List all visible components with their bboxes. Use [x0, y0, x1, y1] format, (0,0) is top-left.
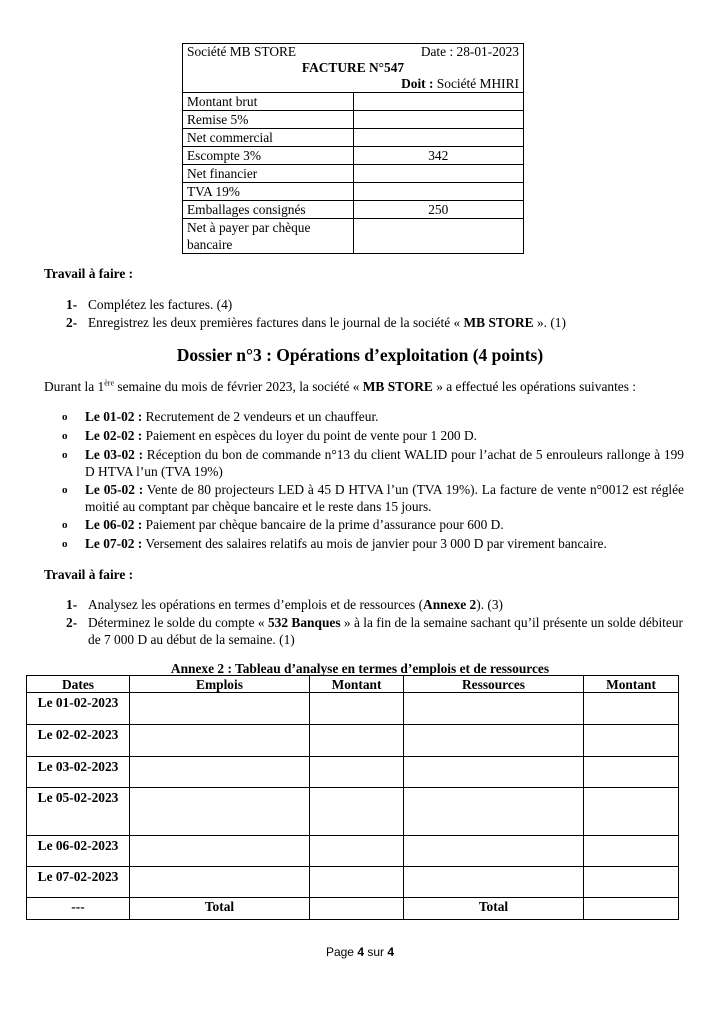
- item-number: 1-: [66, 597, 78, 612]
- row-date: Le 07-02-2023: [27, 867, 130, 898]
- montant-cell[interactable]: [584, 693, 679, 725]
- page-number: Page 4 sur 4: [325, 945, 395, 959]
- montant-cell[interactable]: [310, 725, 404, 757]
- total-ressources-label: Total: [404, 898, 584, 920]
- invoice-row-label: Montant brut: [183, 93, 354, 111]
- operation-text: Réception du bon de commande n°13 du client WALID pour l’achat de 5 enrouleurs rallonge à 199 D HTVA l’un (TVA 19%): [85, 447, 684, 479]
- invoice-row: [183, 111, 524, 129]
- operation-date: Le 02-02 :: [85, 428, 143, 443]
- ressources-cell[interactable]: [404, 725, 584, 757]
- travail-label-2: Travail à faire :: [44, 567, 134, 582]
- travail-list-2: [66, 596, 686, 649]
- travail-label-1: Travail à faire :: [44, 266, 134, 281]
- dossier-intro: Durant la 1ère semaine du mois de février 2023, la société « MB STORE » a effectué les opérations suivantes :: [44, 378, 637, 394]
- annexe-row: [27, 725, 679, 757]
- operation-text: Recrutement de 2 vendeurs et un chauffeur.: [142, 409, 379, 424]
- circle-bullet-icon: o: [62, 411, 68, 423]
- operation-text: Paiement par chèque bancaire de la prime d’assurance pour 600 D.: [142, 517, 504, 532]
- row-date: Le 02-02-2023: [27, 725, 130, 757]
- invoice-row-value: [353, 219, 524, 254]
- operation-text: Versement des salaires relatifs au mois de janvier pour 3 000 D par virement bancaire.: [142, 536, 607, 551]
- invoice-row-label: TVA 19%: [183, 183, 354, 201]
- invoice-row: [183, 165, 524, 183]
- emplois-cell[interactable]: [130, 867, 310, 898]
- invoice-row: [183, 219, 524, 254]
- header-emplois: Emplois: [130, 676, 310, 693]
- header-dates: Dates: [27, 676, 130, 693]
- travail-item: [66, 596, 686, 613]
- invoice-row-value: [353, 129, 524, 147]
- invoice-table: [182, 43, 524, 254]
- operation-date: Le 05-02 :: [85, 482, 144, 497]
- invoice-company: Société MB STORE: [187, 44, 297, 59]
- operation-text: Vente de 80 projecteurs LED à 45 D HTVA l’un (TVA 19%). La facture de vente n°0012 est réglée moitié au comptant par chèque bancaire et le reste dans 15 jours.: [85, 482, 684, 514]
- montant-cell[interactable]: [584, 725, 679, 757]
- travail-list-1: [66, 296, 686, 332]
- annexe-title: Annexe 2 : Tableau d’analyse en termes d’emplois et de ressources: [170, 661, 550, 676]
- annexe-header-row: [27, 676, 679, 693]
- invoice-header-row: [183, 44, 524, 93]
- item-text: Enregistrez les deux premières factures dans le journal de la société « MB STORE ». (1): [88, 315, 566, 330]
- annexe-row: [27, 757, 679, 788]
- operation-item: [62, 408, 684, 426]
- operation-item: [62, 427, 684, 445]
- invoice-row-value: 342: [353, 147, 524, 165]
- invoice-title: FACTURE N°547: [301, 60, 405, 75]
- invoice-row-value: [353, 165, 524, 183]
- ressources-cell[interactable]: [404, 788, 584, 836]
- montant-cell[interactable]: [310, 836, 404, 867]
- montant-cell[interactable]: [584, 867, 679, 898]
- emplois-cell[interactable]: [130, 693, 310, 725]
- header-ressources: Ressources: [404, 676, 584, 693]
- travail-item: [66, 614, 686, 648]
- circle-bullet-icon: o: [62, 430, 68, 442]
- row-date: Le 05-02-2023: [27, 788, 130, 836]
- operation-item: [62, 446, 684, 480]
- travail-item: [66, 314, 686, 331]
- montant-cell[interactable]: [310, 757, 404, 788]
- item-text: Déterminez le solde du compte « 532 Banques » à la fin de la semaine sachant qu’il présente un solde débiteur de 7 000 D au début de la semaine. (1): [88, 615, 684, 647]
- item-number: 2-: [66, 615, 78, 630]
- header-montant: Montant: [584, 676, 679, 693]
- invoice-row-label: Emballages consignés: [183, 201, 354, 219]
- dossier-title: Dossier n°3 : Opérations d’exploitation (4 points): [176, 345, 544, 365]
- invoice-row-value: [353, 93, 524, 111]
- montant-cell[interactable]: [584, 836, 679, 867]
- emplois-cell[interactable]: [130, 757, 310, 788]
- travail-item: [66, 296, 686, 313]
- row-date: Le 01-02-2023: [27, 693, 130, 725]
- invoice-row-value: [353, 183, 524, 201]
- total-ressources-amount[interactable]: [584, 898, 679, 920]
- annexe-row: [27, 867, 679, 898]
- item-text: Analysez les opérations en termes d’emplois et de ressources (Annexe 2). (3): [88, 597, 504, 612]
- invoice-row-label: Net à payer par chèque bancaire: [183, 219, 354, 254]
- invoice-row-value: 250: [353, 201, 524, 219]
- invoice-row: [183, 129, 524, 147]
- operation-date: Le 06-02 :: [85, 517, 143, 532]
- circle-bullet-icon: o: [62, 484, 68, 496]
- invoice-row-label: Escompte 3%: [183, 147, 354, 165]
- annexe-row: [27, 693, 679, 725]
- montant-cell[interactable]: [584, 788, 679, 836]
- total-emplois-amount[interactable]: [310, 898, 404, 920]
- circle-bullet-icon: o: [62, 449, 68, 461]
- circle-bullet-icon: o: [62, 538, 68, 550]
- invoice-row-label: Net financier: [183, 165, 354, 183]
- annexe-row: [27, 836, 679, 867]
- ressources-cell[interactable]: [404, 693, 584, 725]
- header-montant: Montant: [310, 676, 404, 693]
- invoice-row: [183, 183, 524, 201]
- circle-bullet-icon: o: [62, 519, 68, 531]
- invoice-row: [183, 147, 524, 165]
- operations-list: [62, 408, 684, 554]
- operation-date: Le 07-02 :: [85, 536, 143, 551]
- invoice-row: [183, 93, 524, 111]
- invoice-date: Date : 28-01-2023: [420, 44, 519, 59]
- ressources-cell[interactable]: [404, 757, 584, 788]
- invoice-debtor: Doit : Société MHIRI: [401, 76, 519, 91]
- invoice-header: [183, 44, 524, 93]
- annexe-total-row: [27, 898, 679, 920]
- invoice-row-value: [353, 111, 524, 129]
- item-text: Complétez les factures. (4): [88, 297, 233, 312]
- operation-item: [62, 516, 684, 534]
- montant-cell[interactable]: [310, 867, 404, 898]
- emplois-cell[interactable]: [130, 725, 310, 757]
- montant-cell[interactable]: [310, 693, 404, 725]
- row-date: Le 03-02-2023: [27, 757, 130, 788]
- total-dash: ---: [27, 898, 130, 920]
- invoice-row-label: Net commercial: [183, 129, 354, 147]
- montant-cell[interactable]: [584, 757, 679, 788]
- invoice-row-label: Remise 5%: [183, 111, 354, 129]
- montant-cell[interactable]: [310, 788, 404, 836]
- total-emplois-label: Total: [130, 898, 310, 920]
- ressources-cell[interactable]: [404, 867, 584, 898]
- operation-item: [62, 535, 684, 553]
- invoice-row: [183, 201, 524, 219]
- annexe-table: [26, 675, 679, 920]
- ressources-cell[interactable]: [404, 836, 584, 867]
- emplois-cell[interactable]: [130, 788, 310, 836]
- operation-date: Le 01-02 :: [85, 409, 143, 424]
- row-date: Le 06-02-2023: [27, 836, 130, 867]
- item-number: 2-: [66, 315, 78, 330]
- annexe-row: [27, 788, 679, 836]
- operation-date: Le 03-02 :: [85, 447, 144, 462]
- operation-text: Paiement en espèces du loyer du point de vente pour 1 200 D.: [142, 428, 477, 443]
- emplois-cell[interactable]: [130, 836, 310, 867]
- item-number: 1-: [66, 297, 78, 312]
- operation-item: [62, 481, 684, 515]
